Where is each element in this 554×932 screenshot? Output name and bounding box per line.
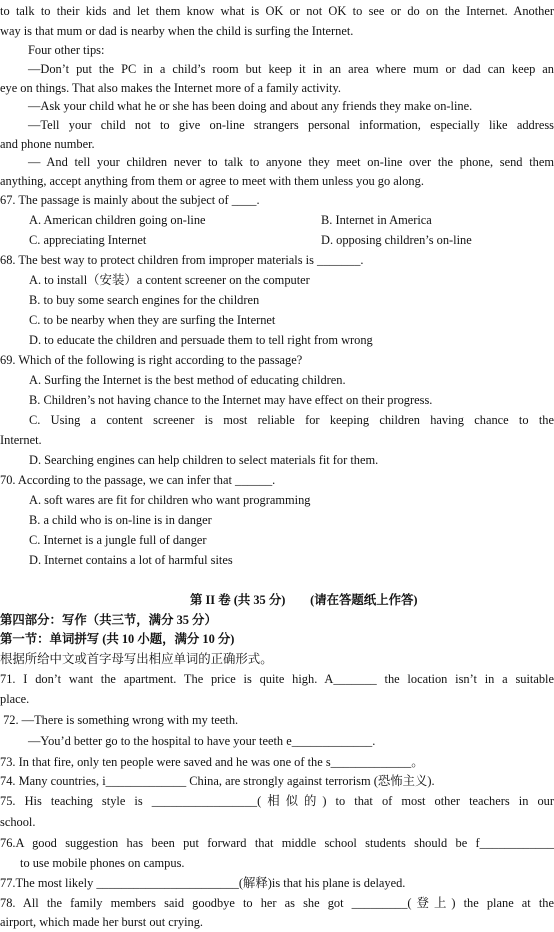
question-68-stem: 68. The best way to protect children from improper materials is _______. <box>0 253 364 267</box>
question-67-option-b: B. Internet in America <box>321 213 432 227</box>
question-67-option-c: C. appreciating Internet <box>29 233 147 247</box>
question-70-option-d: D. Internet contains a lot of harmful sites <box>29 553 233 567</box>
question-68-option-c: C. to be nearby when they are surfing the Internet <box>29 313 276 327</box>
passage-line: and phone number. <box>0 137 95 151</box>
passage-line: to talk to their kids and let them know what is OK or not OK to see or do on the Internet. Another <box>0 4 554 18</box>
question-67-stem: 67. The passage is mainly about the subject of ____. <box>0 193 260 207</box>
question-69-option-c-cont: Internet. <box>0 433 42 447</box>
question-70-option-c: C. Internet is a jungle full of danger <box>29 533 207 547</box>
passage-line: — And tell your children never to talk to anyone they meet on-line over the phone, send them <box>28 155 554 169</box>
part-four-heading: 第四部分：写作（共三节，满分 35 分） <box>0 613 217 627</box>
question-75: 75. His teaching style is _________________(相似的) to that of most other teachers in our <box>0 794 554 808</box>
question-72: 72. —There is something wrong with my teeth. <box>0 713 239 727</box>
question-77: 77.The most likely _______________________(解释)is that his plane is delayed. <box>0 876 406 890</box>
question-70-stem: 70. According to the passage, we can infer that ______. <box>0 473 276 487</box>
question-74: 74. Many countries, i_____________ China, are strongly against terrorism (恐怖主义). <box>0 774 435 788</box>
passage-line: way is that mum or dad is nearby when the child is surfing the Internet. <box>0 24 354 38</box>
question-78: 78. All the family members said goodbye to her as she got _________(登上) the plane at the <box>0 896 554 910</box>
question-69-option-c: C. Using a content screener is most reliable for keeping children having chance to the <box>29 413 554 427</box>
passage-line: anything, accept anything from them or agree to meet with them unless you go along. <box>0 174 424 188</box>
question-73: 73. In that fire, only ten people were saved and he was one of the s_____________。 <box>0 755 424 769</box>
question-69-option-a: A. Surfing the Internet is the best method of educating children. <box>29 373 346 387</box>
question-67-option-a: A. American children going on-line <box>29 213 206 227</box>
question-71: 71. I don’t want the apartment. The price is quite high. A_______ the location isn’t in a suitable <box>0 672 554 686</box>
question-70-option-a: A. soft wares are fit for children who want programming <box>29 493 311 507</box>
question-69-option-d: D. Searching engines can help children to select materials fit for them. <box>29 453 379 467</box>
question-68-option-a: A. to install（安装）a content screener on the computer <box>29 273 310 287</box>
section-heading: 第 II 卷 (共 35 分) (请在答题纸上作答) <box>190 593 418 607</box>
passage-line: —Ask your child what he or she has been doing and about any friends they make on-line. <box>28 99 473 113</box>
question-76: 76.A good suggestion has been put forward that middle school students should be f____________ <box>0 836 554 850</box>
question-71-cont: place. <box>0 692 30 706</box>
question-72-reply: —You’d better go to the hospital to have your teeth e_____________. <box>28 734 376 748</box>
question-70-option-b: B. a child who is on-line is in danger <box>29 513 212 527</box>
question-69-option-b: B. Children’s not having chance to the Internet may have effect on their progress. <box>29 393 433 407</box>
passage-line: Four other tips: <box>28 43 105 57</box>
question-75-cont: school. <box>0 815 36 829</box>
question-78-cont: airport, which made her burst out crying. <box>0 915 204 929</box>
passage-line: —Don’t put the PC in a child’s room but keep it in an area where mum or dad can keep an <box>28 62 554 76</box>
question-67-option-d: D. opposing children’s on-line <box>321 233 472 247</box>
question-69-stem: 69. Which of the following is right according to the passage? <box>0 353 303 367</box>
instructions: 根据所给中文或首字母写出相应单词的正确形式。 <box>0 652 273 666</box>
passage-line: —Tell your child not to give on-line strangers personal information, especially like address <box>28 118 554 132</box>
question-68-option-d: D. to educate the children and persuade them to tell right from wrong <box>29 333 373 347</box>
question-68-option-b: B. to buy some search engines for the children <box>29 293 260 307</box>
question-76-cont: to use mobile phones on campus. <box>20 856 185 870</box>
section-one-heading: 第一节：单词拼写 (共 10 小题，满分 10 分) <box>0 632 235 646</box>
passage-line: eye on things. That also makes the Internet more of a family activity. <box>0 81 341 95</box>
